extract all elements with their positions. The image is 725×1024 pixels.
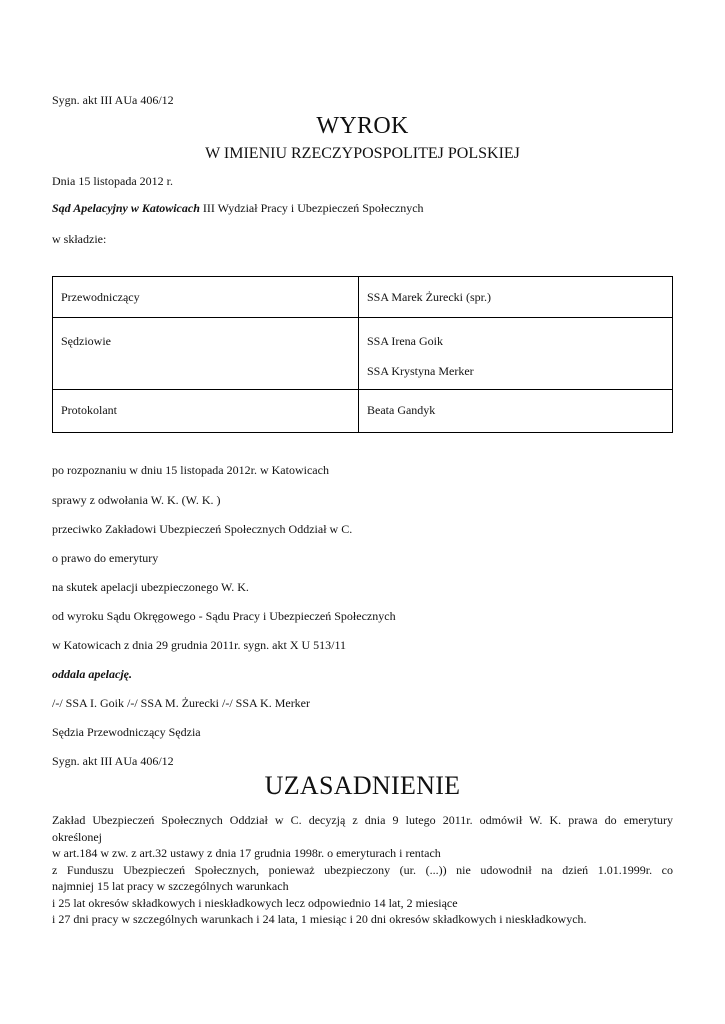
justification-line: i 25 lat okresów składkowych i nieskładkowych lecz odpowiednio 14 lat, 2 miesiące bbox=[52, 895, 458, 910]
table-row bbox=[53, 277, 673, 318]
judges-cell bbox=[359, 318, 673, 390]
justification-line: Zakład Ubezpieczeń Społecznych Oddział w C. decyzją z dnia 9 lutego 2011r. odmówił W. K. prawa do emerytury bbox=[52, 813, 673, 827]
justification-line: z Funduszu Ubezpieczeń Społecznych, ponieważ ubezpieczony (ur. (...)) nie udowodnił na dzień 1.01.1999r. co bbox=[52, 862, 673, 877]
justification-line: najmniej 15 lat pracy w szczególnych warunkach bbox=[52, 879, 289, 893]
ruling-line: od wyroku Sądu Okręgowego - Sądu Pracy i Ubezpieczeń Społecznych bbox=[52, 609, 396, 623]
ruling-line: w Katowicach z dnia 29 grudnia 2011r. sygn. akt X U 513/11 bbox=[52, 638, 347, 652]
judges-label: Sędziowie bbox=[53, 318, 359, 390]
ruling-line: przeciwko Zakładowi Ubezpieczeń Społecznych Oddział w C. bbox=[52, 522, 353, 536]
case-number: Sygn. akt III AUa 406/12 bbox=[52, 93, 174, 107]
justification-line: i 27 dni pracy w szczególnych warunkach i 24 lata, 1 miesiąc i 20 dni okresów składkowych i nieskładkowych. bbox=[52, 912, 587, 926]
justification-line: w art.184 w zw. z art.32 ustawy z dnia 17 grudnia 1998r. o emeryturach i rentach bbox=[52, 846, 441, 860]
table-row bbox=[53, 318, 673, 390]
justification-body bbox=[52, 812, 673, 928]
presiding-value: SSA Marek Żurecki (spr.) bbox=[359, 277, 673, 318]
justification-line: określonej bbox=[52, 829, 102, 844]
court-division: III Wydział Pracy i Ubezpieczeń Społecznych bbox=[202, 201, 424, 215]
clerk-value: Beata Gandyk bbox=[359, 390, 673, 433]
signature-roles: Sędzia Przewodniczący Sędzia bbox=[52, 725, 201, 739]
court-panel-table bbox=[52, 276, 673, 433]
court-name: Sąd Apelacyjny w Katowicach bbox=[52, 201, 200, 215]
presiding-label: Przewodniczący bbox=[53, 277, 359, 318]
ruling-decision: oddala apelację. bbox=[52, 667, 132, 681]
case-number-repeat: Sygn. akt III AUa 406/12 bbox=[52, 754, 174, 768]
ruling-line: po rozpoznaniu w dniu 15 listopada 2012r. w Katowicach bbox=[52, 463, 329, 477]
document-subtitle: W IMIENIU RZECZYPOSPOLITEJ POLSKIEJ bbox=[205, 145, 520, 162]
ruling-line: sprawy z odwołania W. K. (W. K. ) bbox=[52, 493, 221, 507]
composition-label: w składzie: bbox=[52, 232, 107, 246]
judgment-date: Dnia 15 listopada 2012 r. bbox=[52, 174, 173, 188]
signatures-line: /-/ SSA I. Goik /-/ SSA M. Żurecki /-/ SSA K. Merker bbox=[52, 696, 311, 710]
ruling-line: o prawo do emerytury bbox=[52, 551, 159, 565]
judge-name: SSA Krystyna Merker bbox=[367, 364, 474, 378]
justification-heading: UZASADNIENIE bbox=[264, 771, 461, 800]
table-row bbox=[53, 390, 673, 433]
court-line bbox=[52, 201, 424, 216]
ruling-line: na skutek apelacji ubezpieczonego W. K. bbox=[52, 580, 249, 594]
clerk-label: Protokolant bbox=[53, 390, 359, 433]
judge-name: SSA Irena Goik bbox=[367, 334, 443, 348]
document-title: WYROK bbox=[316, 113, 409, 139]
